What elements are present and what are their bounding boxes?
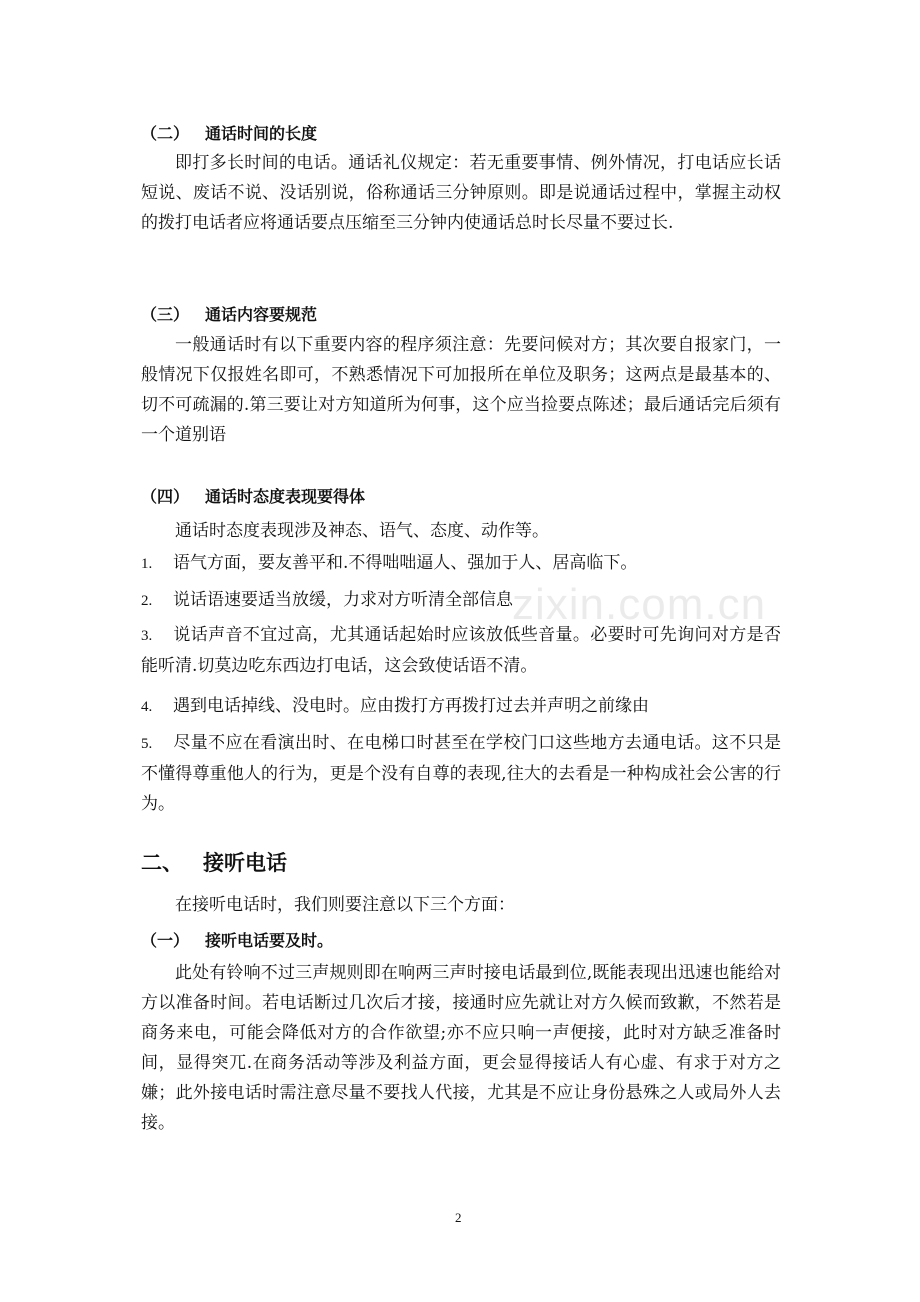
list-number: 3. — [141, 628, 153, 644]
section-title: 通话时间的长度 — [205, 124, 318, 143]
list-item — [141, 585, 781, 616]
section-title: 通话时态度表现要得体 — [205, 487, 366, 506]
watermark: zixin.com.cn — [512, 580, 767, 629]
paragraph-time-length: 即打多长时间的电话。通话礼仪规定：若无重要事情、例外情况，打电话应长话短说、废话不说、没话别说，俗称通话三分钟原则。即是说通话过程中，掌握主动权的拨打电话者应将通话要点压缩至三分钟内使通话总时长尽量不要过长. — [141, 153, 781, 233]
section-number: （一） — [141, 931, 190, 950]
list-number: 4. — [141, 699, 153, 715]
chapter-title: 接听电话 — [203, 851, 287, 875]
list-text: 说话声音不宜过高，尤其通话起始时应该放低些音量。必要时可先询问对方是否能听清.切莫边吃东西边打电话，这会致使话语不清。 — [141, 625, 781, 676]
list-text: 尽量不应在看演出时、在电梯口时甚至在学校门口这些地方去通电话。这不只是不懂得尊重他人的行为，更是个没有自尊的表现,往大的去看是一种构成社会公害的行为。 — [141, 733, 781, 814]
list-item — [141, 548, 781, 579]
section-heading-time-length — [141, 121, 317, 144]
section-heading-attitude — [141, 484, 365, 507]
page-number: 2 — [455, 1210, 462, 1225]
answer-intro: 在接听电话时，我们则要注意以下三个方面： — [175, 895, 515, 915]
list-item — [141, 728, 781, 819]
list-item — [141, 620, 781, 681]
chapter-heading-answer — [141, 847, 287, 877]
list-text: 语气方面，要友善平和.不得咄咄逼人、强加于人、居高临下。 — [173, 553, 638, 573]
list-item — [141, 691, 781, 722]
paragraph-timely: 此处有铃响不过三声规则即在响两三声时接电话最到位,既能表现出迅速也能给对方以准备时间。若电话断过几次后才接，接通时应先就让对方久候而致歉，不然若是商务来电，可能会降低对方的合作欲望;亦不应只响一声便接，此时对方缺乏准备时间，显得突兀.在商务活动等涉及利益方面，更会显得接话人有心虚、有求于对方之嫌；此外接电话时需注意尽量不要找人代接，尤其是不应让身份悬殊之人或局外人去接。 — [141, 963, 781, 1133]
list-text: 遇到电话掉线、没电时。应由拨打方再拨打过去并声明之前缘由 — [173, 696, 649, 716]
chapter-number: 二、 — [141, 851, 183, 875]
section-number: （四） — [141, 487, 190, 506]
list-number: 1. — [141, 556, 153, 572]
section-number: （三） — [141, 305, 190, 324]
attitude-intro: 通话时态度表现涉及神态、语气、态度、动作等。 — [175, 521, 549, 541]
list-text: 说话语速要适当放缓，力求对方听清全部信息 — [173, 590, 513, 610]
section-heading-content — [141, 302, 317, 325]
section-number: （二） — [141, 124, 190, 143]
paragraph-content: 一般通话时有以下重要内容的程序须注意：先要问候对方；其次要自报家门，一般情况下仅报姓名即可，不熟悉情况下可加报所在单位及职务；这两点是最基本的、切不可疏漏的.第三要让对方知道所为何事，这个应当捡要点陈述；最后通话完后须有一个道别语 — [141, 335, 781, 445]
list-number: 2. — [141, 593, 153, 609]
list-number: 5. — [141, 736, 153, 752]
section-title: 通话内容要规范 — [205, 305, 318, 324]
section-title: 接听电话要及时。 — [205, 931, 334, 950]
section-heading-timely — [141, 928, 333, 951]
